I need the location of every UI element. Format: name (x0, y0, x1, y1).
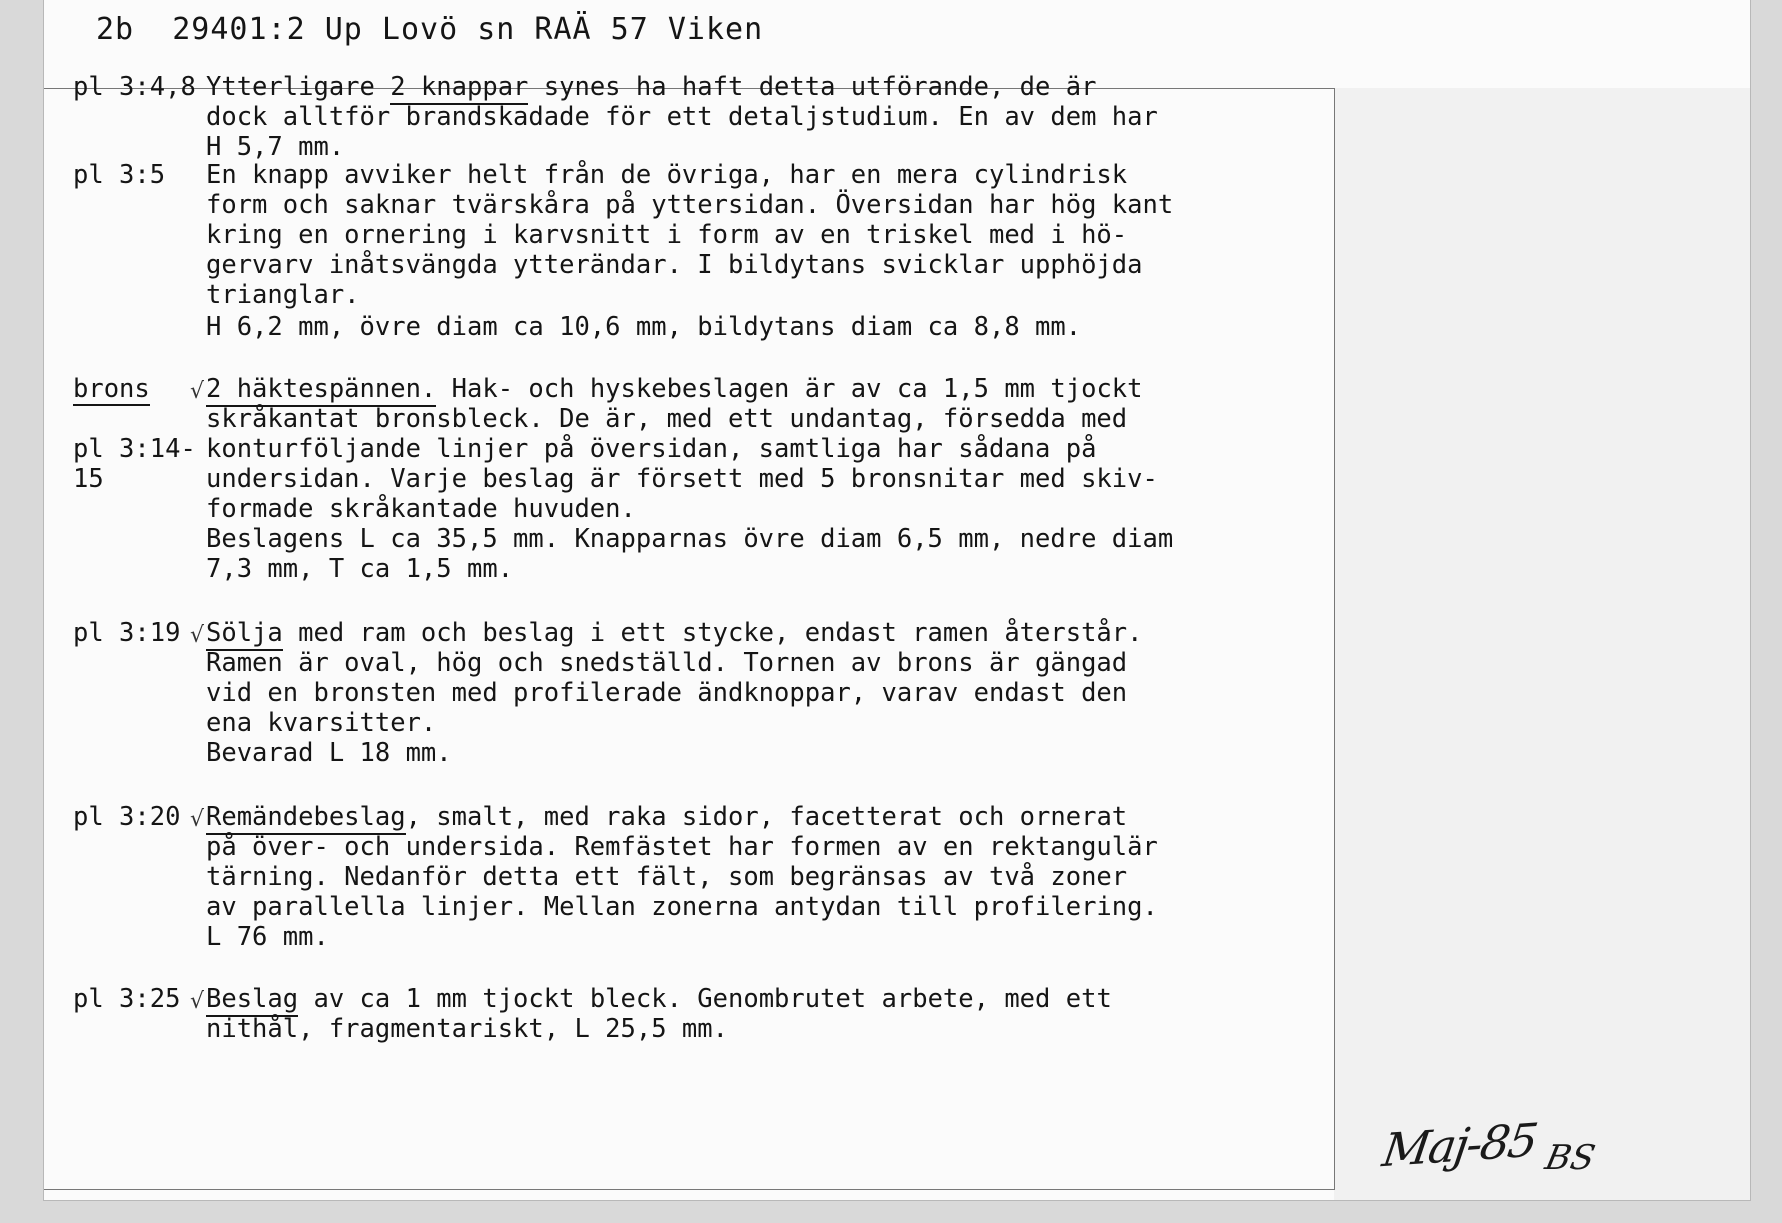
text-segment: med ram och beslag i ett stycke, endast ramen återstår. (282, 618, 1143, 648)
text-segment: formade skråkantade huvuden. (206, 494, 636, 524)
underlined-term: Remändebeslag (206, 802, 406, 835)
handwritten-initials: BS (1541, 1138, 1599, 1178)
text-line (206, 250, 1143, 280)
text-line (206, 434, 1096, 464)
text-segment: H 5,7 mm. (206, 132, 345, 162)
text-line (206, 738, 452, 768)
text-line (206, 648, 1127, 678)
line-reference: brons (73, 374, 150, 404)
underlined-term: Sölja (206, 618, 283, 651)
text-line (206, 554, 513, 584)
text-segment: på över- och undersida. Remfästet har formen av en rektangulär (206, 832, 1158, 862)
text-line (206, 892, 1158, 922)
text-segment: Bevarad L 18 mm. (206, 738, 452, 768)
text-line (206, 312, 1081, 342)
text-segment: nithål, fragmentariskt, L 25,5 mm. (206, 1014, 728, 1044)
line-reference: pl 3:14- (73, 434, 196, 464)
text-segment: kring en ornering i karvsnitt i form av en triskel med i hö- (206, 220, 1128, 250)
text-line (206, 618, 1143, 648)
text-line (206, 190, 1173, 220)
text-line (206, 132, 344, 162)
underlined-term: 2 knappar (390, 72, 528, 105)
line-reference: pl 3:20 (73, 802, 181, 832)
text-segment: vid en bronsten med profilerade ändknoppar, varav endast den (206, 678, 1128, 708)
text-line (206, 862, 1127, 892)
line-reference: pl 3:19 (73, 618, 181, 648)
check-mark: √ (190, 379, 205, 404)
check-mark: √ (190, 989, 205, 1014)
text-line (206, 464, 1158, 494)
text-segment: dock alltför brandskadade för ett detaljstudium. En av dem har (206, 102, 1158, 132)
check-mark: √ (190, 807, 205, 832)
text-segment: Ytterligare (206, 72, 391, 102)
text-segment: form och saknar tvärskåra på yttersidan. Översidan har hög kant (206, 190, 1174, 220)
underlined-term: 2 häktespännen. (206, 374, 436, 407)
text-segment: Hak- och hyskebeslagen är av ca 1,5 mm tjockt (436, 374, 1143, 404)
handwritten-date: Maj-85 (1379, 1112, 1540, 1178)
text-line (206, 494, 636, 524)
text-line (206, 280, 360, 310)
text-line (206, 374, 1143, 404)
text-segment: En knapp avviker helt från de övriga, har en mera cylindrisk (206, 160, 1128, 190)
text-segment: ena kvarsitter. (206, 708, 437, 738)
text-line (206, 220, 1127, 250)
text-line (206, 404, 1127, 434)
text-line (206, 708, 436, 738)
line-reference: 15 (73, 464, 104, 494)
text-line (206, 1014, 728, 1044)
text-line (206, 524, 1173, 554)
text-segment: Beslagens L ca 35,5 mm. Knapparnas övre diam 6,5 mm, nedre diam (206, 524, 1174, 554)
text-segment: gervarv inåtsvängda ytterändar. I bildytans svicklar upphöjda (206, 250, 1143, 280)
text-segment: , smalt, med raka sidor, facetterat och ornerat (405, 802, 1128, 832)
text-line (206, 802, 1127, 832)
underlying-card-strip (1334, 88, 1750, 1200)
text-line (206, 922, 329, 952)
text-segment: konturföljande linjer på översidan, samtliga har sådana på (206, 434, 1097, 464)
text-segment: H 6,2 mm, övre diam ca 10,6 mm, bildytans diam ca 8,8 mm. (206, 312, 1082, 342)
text-segment: L 76 mm. (206, 922, 329, 952)
text-segment: Ramen är oval, hög och snedställd. Tornen av brons är gängad (206, 648, 1128, 678)
text-line (206, 832, 1158, 862)
line-reference: pl 3:5 (73, 160, 166, 190)
line-reference: pl 3:4,8 (73, 72, 196, 102)
text-segment: undersidan. Varje beslag är försett med 5 bronsnitar med skiv- (206, 464, 1158, 494)
underlined-term: Beslag (206, 984, 298, 1017)
text-line (206, 160, 1127, 190)
text-segment: tärning. Nedanför detta ett fält, som begränsas av två zoner (206, 862, 1128, 892)
check-mark: √ (190, 623, 205, 648)
text-segment: skråkantat bronsbleck. De är, med ett undantag, försedda med (206, 404, 1128, 434)
text-segment: av parallella linjer. Mellan zonerna antydan till profilering. (206, 892, 1158, 922)
text-line (206, 984, 1112, 1014)
text-line (206, 72, 1096, 102)
text-line (206, 102, 1158, 132)
text-segment: synes ha haft detta utförande, de är (528, 72, 1097, 102)
card-header: 2b 29401:2 Up Lovö sn RAÄ 57 Viken (96, 12, 764, 47)
line-reference: pl 3:25 (73, 984, 181, 1014)
text-segment: 7,3 mm, T ca 1,5 mm. (206, 554, 514, 584)
text-segment: trianglar. (206, 280, 360, 310)
text-line (206, 678, 1127, 708)
text-segment: av ca 1 mm tjockt bleck. Genombrutet arbete, med ett (298, 984, 1112, 1014)
